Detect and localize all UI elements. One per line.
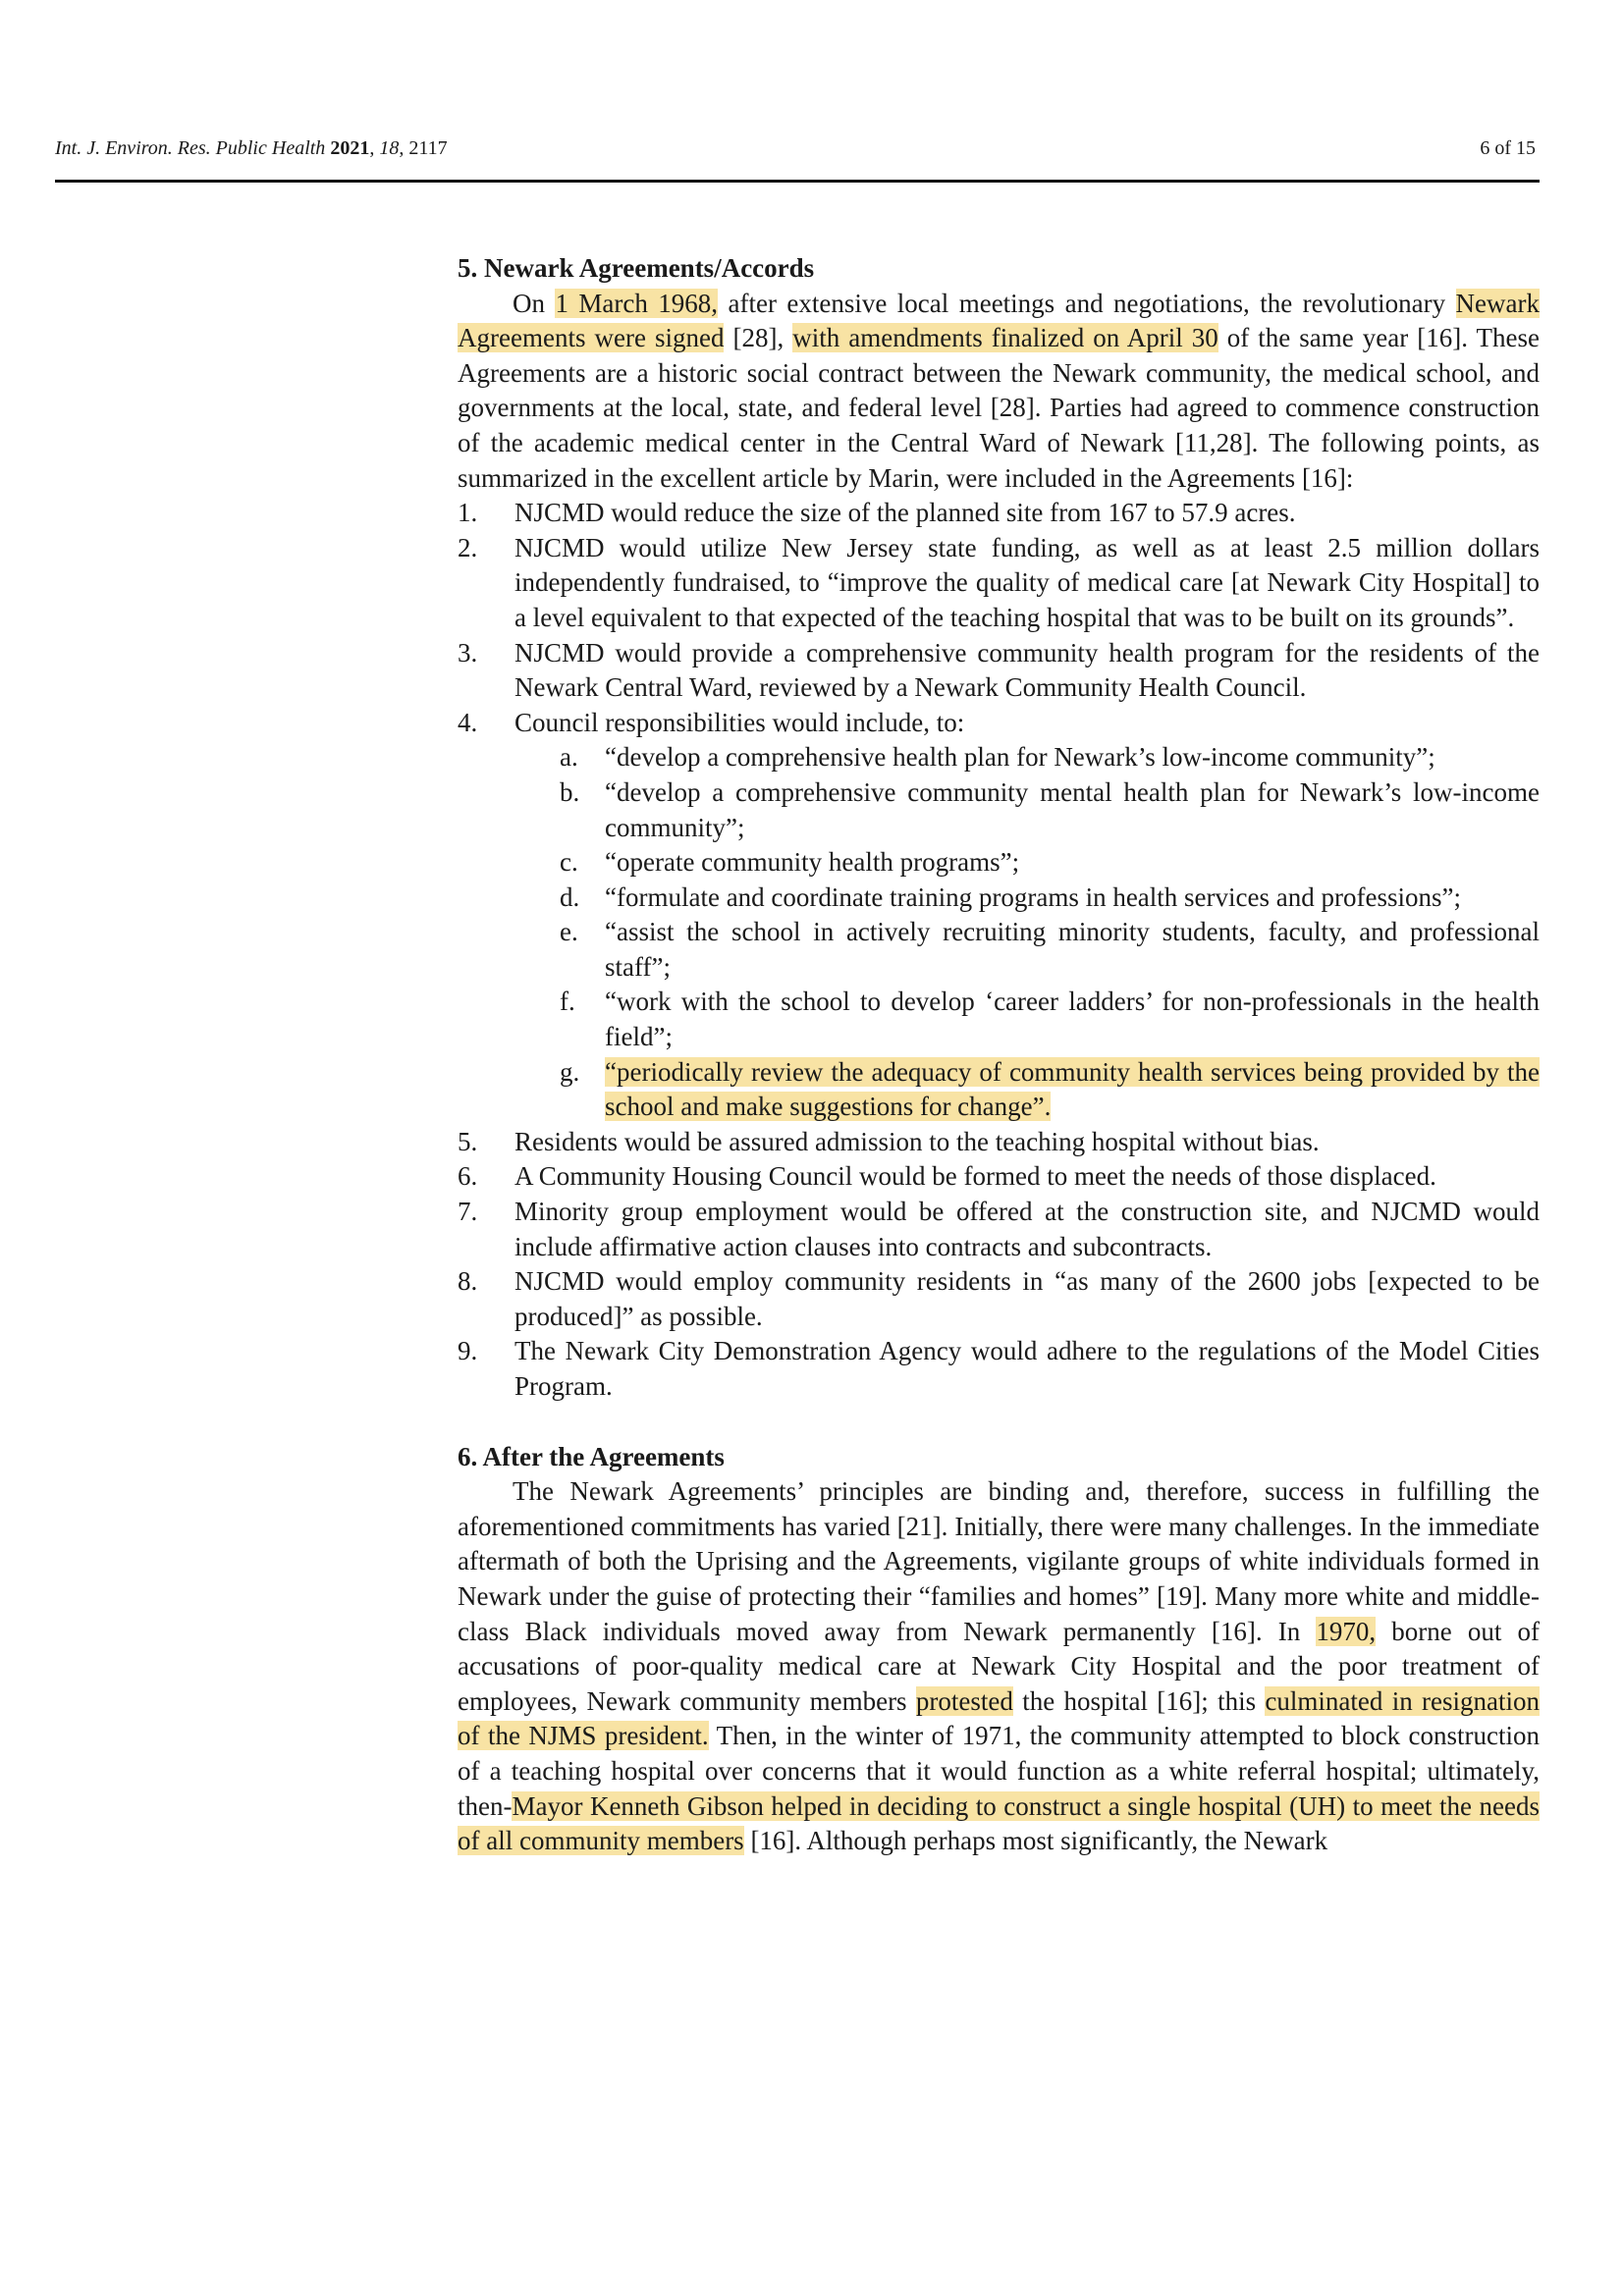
page-number <box>1480 137 1536 160</box>
list-text: A Community Housing Council would be formed to meet the needs of those displaced. <box>514 1161 1436 1192</box>
text-run: [28], <box>724 323 793 353</box>
sublist-letter: g. <box>560 1056 580 1087</box>
list-item <box>458 1159 1540 1195</box>
highlight: culminated in resignation of the NJMS president. <box>458 1685 1540 1751</box>
sublist-item <box>560 985 1540 1054</box>
page-of: of <box>1494 137 1511 159</box>
sublist-text: “develop a comprehensive community mental health plan for Newark’s low-income community”; <box>605 776 1540 842</box>
page-body <box>458 251 1540 1859</box>
sublist-letter: d. <box>560 881 580 912</box>
sublist-item <box>560 881 1540 916</box>
list-number: 5. <box>458 1126 478 1156</box>
sublist-item <box>560 775 1540 845</box>
list-text: Residents would be assured admission to the teaching hospital without bias. <box>514 1126 1320 1156</box>
highlight: 1970, <box>1316 1616 1377 1646</box>
sublist-item <box>560 1055 1540 1125</box>
journal-name: Int. J. Environ. Res. Public Health <box>55 137 326 159</box>
sublist-text: “develop a comprehensive health plan for Newark’s low-income community”; <box>605 742 1435 773</box>
highlight: Newark Agreements were signed <box>458 288 1541 353</box>
list-text: NJCMD would provide a comprehensive community health program for the residents of the Newark Central Ward, reviewed by a Newark Community Health Council. <box>514 637 1540 703</box>
citation-year: 2021 <box>330 137 370 159</box>
list-number: 6. <box>458 1161 478 1192</box>
section-paragraph <box>458 287 1540 497</box>
section-heading: 6. After the Agreements <box>458 1441 725 1471</box>
text-run: the hospital [16]; this <box>1012 1685 1266 1716</box>
list-item <box>458 636 1540 706</box>
text-run: after extensive local meetings and negotiations, the revolutionary <box>718 288 1456 318</box>
sublist-item <box>560 915 1540 985</box>
citation: Int. J. Environ. Res. Public Health 2021, 18, 2117 <box>55 137 448 159</box>
list-item <box>458 1125 1540 1160</box>
sublist-letter: b. <box>560 776 580 807</box>
highlight: 1 March 1968, <box>555 288 719 318</box>
sublist-letter: e. <box>560 917 578 947</box>
list-item <box>458 706 1540 1125</box>
sublist-item <box>560 740 1540 775</box>
list-item <box>458 531 1540 636</box>
sublist-text: “formulate and coordinate training programs in health services and professions”; <box>605 881 1461 912</box>
list-text: The Newark City Demonstration Agency would adhere to the regulations of the Model Cities Program. <box>514 1336 1540 1401</box>
text-run: of the same year [16]. These Agreements are a historic social contract between the Newark community, the medical school, and governments at the local, state, and federal level [28]. Parties had agreed to commence construction of the academic medical center in the Central Ward of Newark [11,28]. The following points, as summarized in the excellent article by Marin, were included in the Agreements [16]: <box>458 323 1541 493</box>
section-heading: 5. Newark Agreements/Accords <box>458 253 815 283</box>
highlight: “periodically review the adequacy of community health services being provided by the school and make suggestions for change”. <box>605 1056 1540 1122</box>
section-paragraph <box>458 1474 1540 1859</box>
list-text: NJCMD would employ community residents in “as many of the 2600 jobs [expected to be produced]” as possible. <box>514 1266 1540 1331</box>
list-number: 9. <box>458 1336 478 1366</box>
highlight: Mayor Kenneth Gibson helped in deciding to construct a single hospital (UH) to meet the needs of all community members <box>458 1790 1540 1856</box>
sublist-letter: a. <box>560 742 578 773</box>
sublist-text: “assist the school in actively recruiting minority students, faculty, and professional staff”; <box>605 917 1540 982</box>
text-run: The Newark Agreements’ principles are binding and, therefore, success in fulfilling the aforementioned commitments has varied [21]. Initially, there were many challenges. In the immediate aftermath of both the Uprising and the Agreements, vigilante groups of white individuals formed in Newark under the guise of protecting their “families and homes” [19]. Many more white and middle-class Black individuals moved away from Newark permanently [16]. In <box>458 1476 1540 1646</box>
list-text: Minority group employment would be offered at the construction site, and NJCMD would include affirmative action clauses into contracts and subcontracts. <box>514 1197 1540 1261</box>
list-number: 2. <box>458 532 478 562</box>
list-number: 3. <box>458 637 478 667</box>
highlight: protested <box>915 1685 1013 1716</box>
sublist-letter: c. <box>560 847 578 878</box>
text-run: On <box>513 288 556 318</box>
sublist-text: “work with the school to develop ‘career ladders’ for non-professionals in the health field”; <box>605 987 1540 1052</box>
sublist-text: “operate community health programs”; <box>605 847 1020 878</box>
list-text: Council responsibilities would include, to: <box>514 707 965 737</box>
list-item <box>458 1195 1540 1264</box>
list-item <box>458 496 1540 531</box>
list-text: NJCMD would utilize New Jersey state funding, as well as at least 2.5 million dollars independently fundraised, to “improve the quality of medical care [at Newark City Hospital] to a level equivalent to that expected of the teaching hospital that was to be built on its grounds”. <box>514 532 1540 632</box>
citation-volume: 18 <box>379 137 400 159</box>
sublist-item <box>560 845 1540 881</box>
page-header <box>55 135 1540 183</box>
citation-article: 2117 <box>408 137 448 159</box>
sublist-letter: f. <box>560 987 575 1017</box>
text-run: Then, in the winter of 1971, the community attempted to block construction of a teaching hospital over concerns that it would function as a white referral hospital; ultimately, then- <box>458 1721 1540 1821</box>
agreements-list <box>458 496 1540 1404</box>
list-number: 4. <box>458 707 478 737</box>
text-run: borne out of accusations of poor-quality medical care at Newark City Hospital and the poor treatment of employees, Newark community members <box>458 1616 1540 1716</box>
page-current: 6 <box>1480 137 1490 159</box>
text-run: [16]. Although perhaps most significantly, the Newark <box>743 1826 1328 1856</box>
list-item <box>458 1334 1540 1404</box>
highlight: with amendments finalized on April 30 <box>792 323 1218 353</box>
list-number: 1. <box>458 498 478 528</box>
list-number: 7. <box>458 1197 478 1227</box>
list-text: NJCMD would reduce the size of the planned site from 167 to 57.9 acres. <box>514 498 1296 528</box>
page-total: 15 <box>1516 137 1536 159</box>
list-item <box>458 1264 1540 1334</box>
sublist <box>514 740 1540 1125</box>
list-number: 8. <box>458 1266 478 1297</box>
